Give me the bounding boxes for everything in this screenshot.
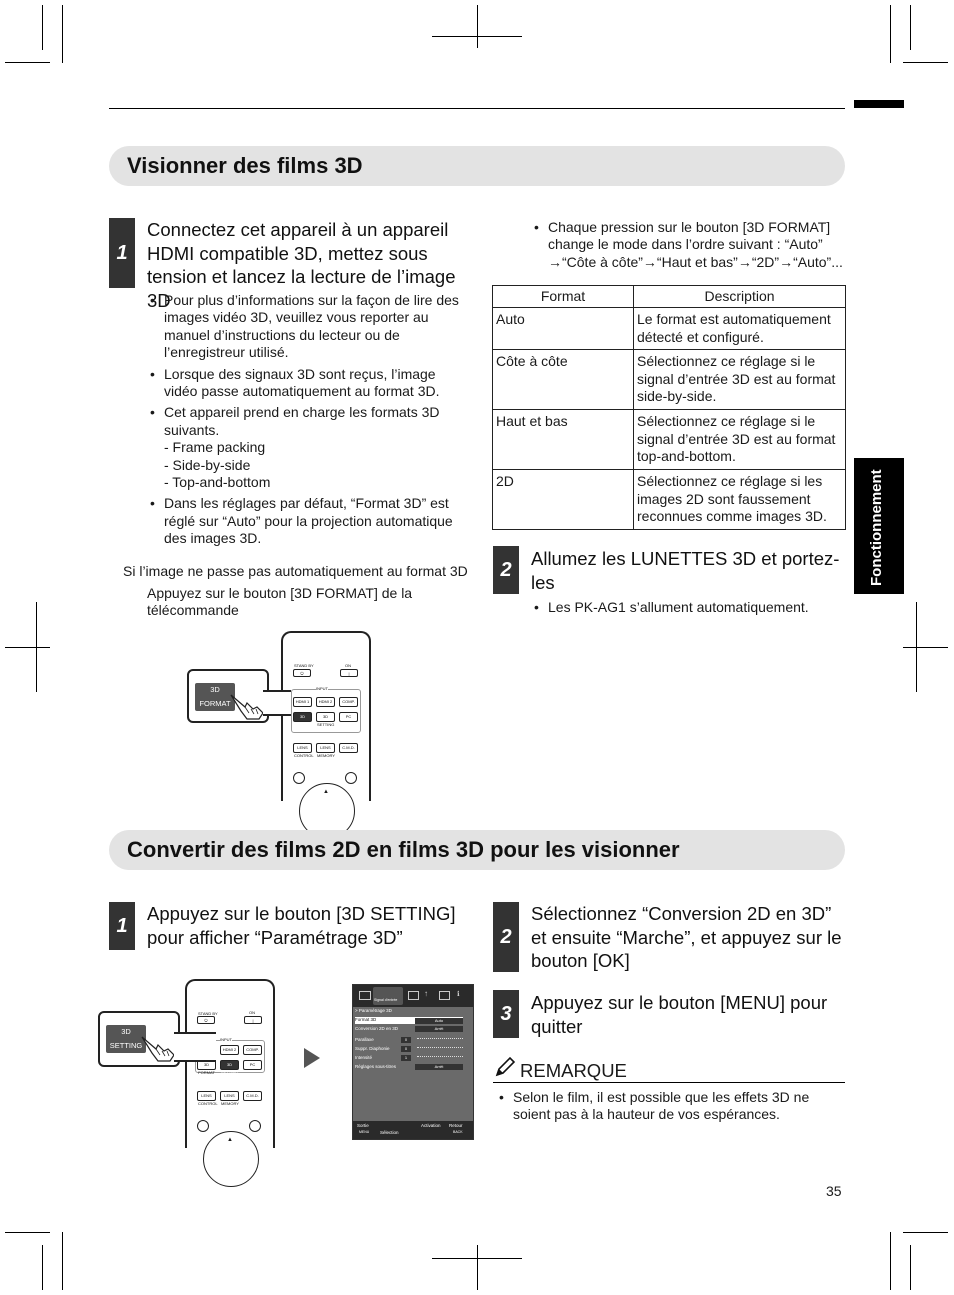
step-title: Sélectionnez “Conversion 2D en 3D” et ensuite “Marche”, et appuyez sur le bouton [OK] [531,903,842,971]
osd-row: Conversion 2D en 3D [355,1026,399,1031]
table-cell: 2D [493,470,634,530]
step-title: Allumez les LUNETTES 3D et portez-les [531,548,840,593]
list-item: • Les PK-AG1 s’allument automatiquement. [534,599,846,616]
note-condition: Si l’image ne passe pas automatiquement au format 3D [123,563,468,579]
osd-back: Retour [449,1123,463,1128]
lens-memory-button: LENS MEMORY [317,745,335,758]
on-label: ON [249,1010,255,1015]
osd-slider [417,1047,463,1052]
setting3d-button: 3D SETTING [317,714,335,727]
table-row [493,470,846,530]
standby-label: STAND BY [198,1011,218,1016]
hdmi2-button: HDMI 2 [220,1045,239,1055]
osd-activate: Activation [421,1123,441,1128]
osd-breadcrumb: > Paramétrage 3D [355,1008,392,1013]
table-cell: Le format est automatiquement détecté et configuré. [634,308,846,350]
remote-control-illustration [281,631,371,801]
osd-menu-screenshot [352,984,474,1140]
hide-button [197,1120,209,1132]
table-cell: Côte à côte [493,350,634,410]
crop-mark [5,1232,50,1233]
format-bullets [534,219,846,275]
crop-mark [903,1232,948,1233]
hide-button [293,772,305,784]
on-label: ON [345,663,351,668]
light-button [249,1120,261,1132]
up-arrow-icon: ▲ [227,1137,233,1143]
setting3d-button: 3D SETTING [221,1062,239,1075]
format-item: - Side-by-side [164,456,251,473]
crop-mark [42,1245,43,1290]
callout-key: 3D SETTING [106,1025,146,1053]
crop-mark [910,1245,911,1290]
hdmi2-button: HDMI 2 [316,697,335,707]
format-table [492,285,846,530]
list-item-text: • Cet appareil prend en charge les formats 3D suivants. [164,404,440,438]
callout-key: 3D FORMAT [195,683,235,711]
standby-button: ⏻ [293,669,311,677]
table-cell: Sélectionnez ce réglage si le signal d’entrée 3D est au format top-and-bottom. [634,410,846,470]
input-signal-tab [373,987,403,1005]
pc-button: PC [339,712,358,722]
note-action: Appuyez sur le bouton [3D FORMAT] de la télécommande [147,585,413,619]
pencil-icon [494,1056,516,1078]
osd-row: Intensité [355,1055,373,1060]
format-item: - Top-and-bottom [164,474,271,491]
input-label: INPUT [316,686,328,691]
side-tab [854,458,904,594]
osd-value: 0 [401,1037,411,1043]
crop-mark [910,5,911,50]
standby-button: ⏻ [197,1016,215,1024]
crop-mark [903,647,948,648]
osd-footer [353,1121,473,1139]
section-header [109,830,845,870]
list-item: • Chaque pression sur le bouton [3D FORMAT] change le mode dans l’ordre suivant : “Auto” →“Côte à côte”→“Haut et bas”→“2D”→“Auto”... [534,219,846,271]
step-title: Appuyez sur le bouton [MENU] pour quitter [531,992,828,1037]
crop-mark [903,62,948,63]
osd-back-key: BACK [453,1130,463,1134]
remarque-heading: REMARQUE [520,1060,627,1081]
osd-exit-key: MENU [359,1130,370,1134]
pointing-hand-icon [140,1031,178,1063]
input-label: INPUT [220,1037,232,1042]
table-row [493,308,846,350]
remarque-rule [493,1082,845,1083]
crop-mark [432,36,522,37]
info-icon: ℹ [457,991,460,998]
format3d-button: 3D FORMAT [198,1062,215,1075]
table-row [493,410,846,470]
side-tab-label: Fonctionnement [868,469,885,586]
format3d-button: 3D FORMAT [294,714,311,727]
step-title: Connectez cet appareil à un appareil HDMI compatible 3D, mettez sous tension et lancez la lecture de l’image 3D [147,219,456,311]
table-header: Description [634,286,846,308]
comp-button: COMP. [339,697,358,707]
callout-bubble [98,1011,180,1067]
page-number: 35 [826,1183,842,1199]
crop-mark [5,62,50,63]
osd-row: Parallaxe [355,1037,374,1042]
display-icon [408,991,419,1000]
callout-connector [263,690,291,716]
table-header-row [493,286,846,308]
tab-label: Signal d’entrée [374,998,398,1002]
step-number: 2 [493,546,519,594]
step2-bullets [534,599,846,620]
on-button: | [244,1016,262,1024]
table-cell: Sélectionnez ce réglage si le signal d’entrée 3D est au format side-by-side. [634,350,846,410]
standby-label: STAND BY [294,663,314,668]
crop-mark [62,1232,63,1290]
osd-value: Auto [415,1018,463,1024]
lens-ap-button: C.M.D. [339,743,358,753]
table-header: Format [493,286,634,308]
osd-exit: Sortie [357,1123,369,1128]
remarque-bullets [499,1089,847,1128]
up-arrow-icon: ▲ [323,789,329,795]
crop-mark [890,5,891,63]
osd-tab-bar [353,985,473,1007]
section-header [109,146,845,186]
osd-row: Format 3D [355,1017,463,1024]
osd-slider [417,1038,463,1043]
header-rule [109,108,845,109]
osd-select: Sélection [380,1130,399,1135]
crop-mark [432,1258,522,1259]
step-number: 1 [109,902,135,950]
section-title: Visionner des films 3D [127,153,363,178]
crop-mark [5,647,50,648]
table-cell: Sélectionnez ce réglage si les images 2D sont faussement reconnues comme images 3D. [634,470,846,530]
table-cell: Haut et bas [493,410,634,470]
header-marker [854,100,904,108]
lens-control-button: LENS CONTROL [294,745,314,758]
callout-connector [174,1032,216,1062]
comp-button: COMP. [243,1045,262,1055]
crop-mark [890,1232,891,1290]
lens-memory-button: LENS MEMORY [221,1093,239,1106]
function-icon [439,991,450,1000]
callout-bubble [187,669,269,723]
pointing-hand-icon [229,689,267,721]
osd-row: Réglages sous-titres [355,1064,397,1069]
list-item: • Dans les réglages par défaut, “Format 3D” est réglé sur “Auto” pour la projection automatique des images 3D. [150,495,465,547]
section-title: Convertir des films 2D en films 3D pour les visionner [127,837,680,862]
lens-control-button: LENS CONTROL [198,1093,218,1106]
osd-row: Suppr. Diaphonie [355,1046,390,1051]
osd-value: 0 [401,1046,411,1052]
on-button: | [340,669,358,677]
step1-bullets [150,292,465,552]
list-item: • Selon le film, il est possible que les effets 3D ne soient pas à la hauteur de vos espérances. [499,1089,847,1124]
step-number: 2 [493,902,519,972]
table-row [493,350,846,410]
osd-value: Arrêt [415,1064,463,1070]
lens-ap-button: C.M.D. [243,1091,262,1101]
osd-value: 1 [401,1055,411,1061]
crop-mark [477,5,478,48]
step-number: 3 [493,990,519,1038]
list-item [150,404,465,491]
step-title: Appuyez sur le bouton [3D SETTING] pour afficher “Paramétrage 3D” [147,903,456,948]
play-arrow-icon [304,1048,320,1068]
crop-mark [477,1245,478,1290]
list-item: • Pour plus d’informations sur la façon de lire des images vidéo 3D, veuillez vous reporter au manuel d’instructions du lecteur ou de l’enregistreur utilisé. [150,292,465,362]
pc-button: PC [243,1060,262,1070]
crop-mark [42,5,43,50]
hdmi1-button: HDMI 1 [293,697,312,707]
table-cell: Auto [493,308,634,350]
step-number: 1 [109,218,135,288]
install-icon: ↑ [424,989,428,998]
format-item: - Frame packing [164,439,266,456]
remote-control-illustration [185,979,275,1148]
light-button [345,772,357,784]
osd-value: Arrêt [415,1026,463,1032]
picture-icon [359,991,371,1000]
list-item: • Lorsque des signaux 3D sont reçus, l’image vidéo passe automatiquement au format 3D. [150,366,465,401]
crop-mark [62,5,63,63]
osd-slider [417,1056,463,1061]
